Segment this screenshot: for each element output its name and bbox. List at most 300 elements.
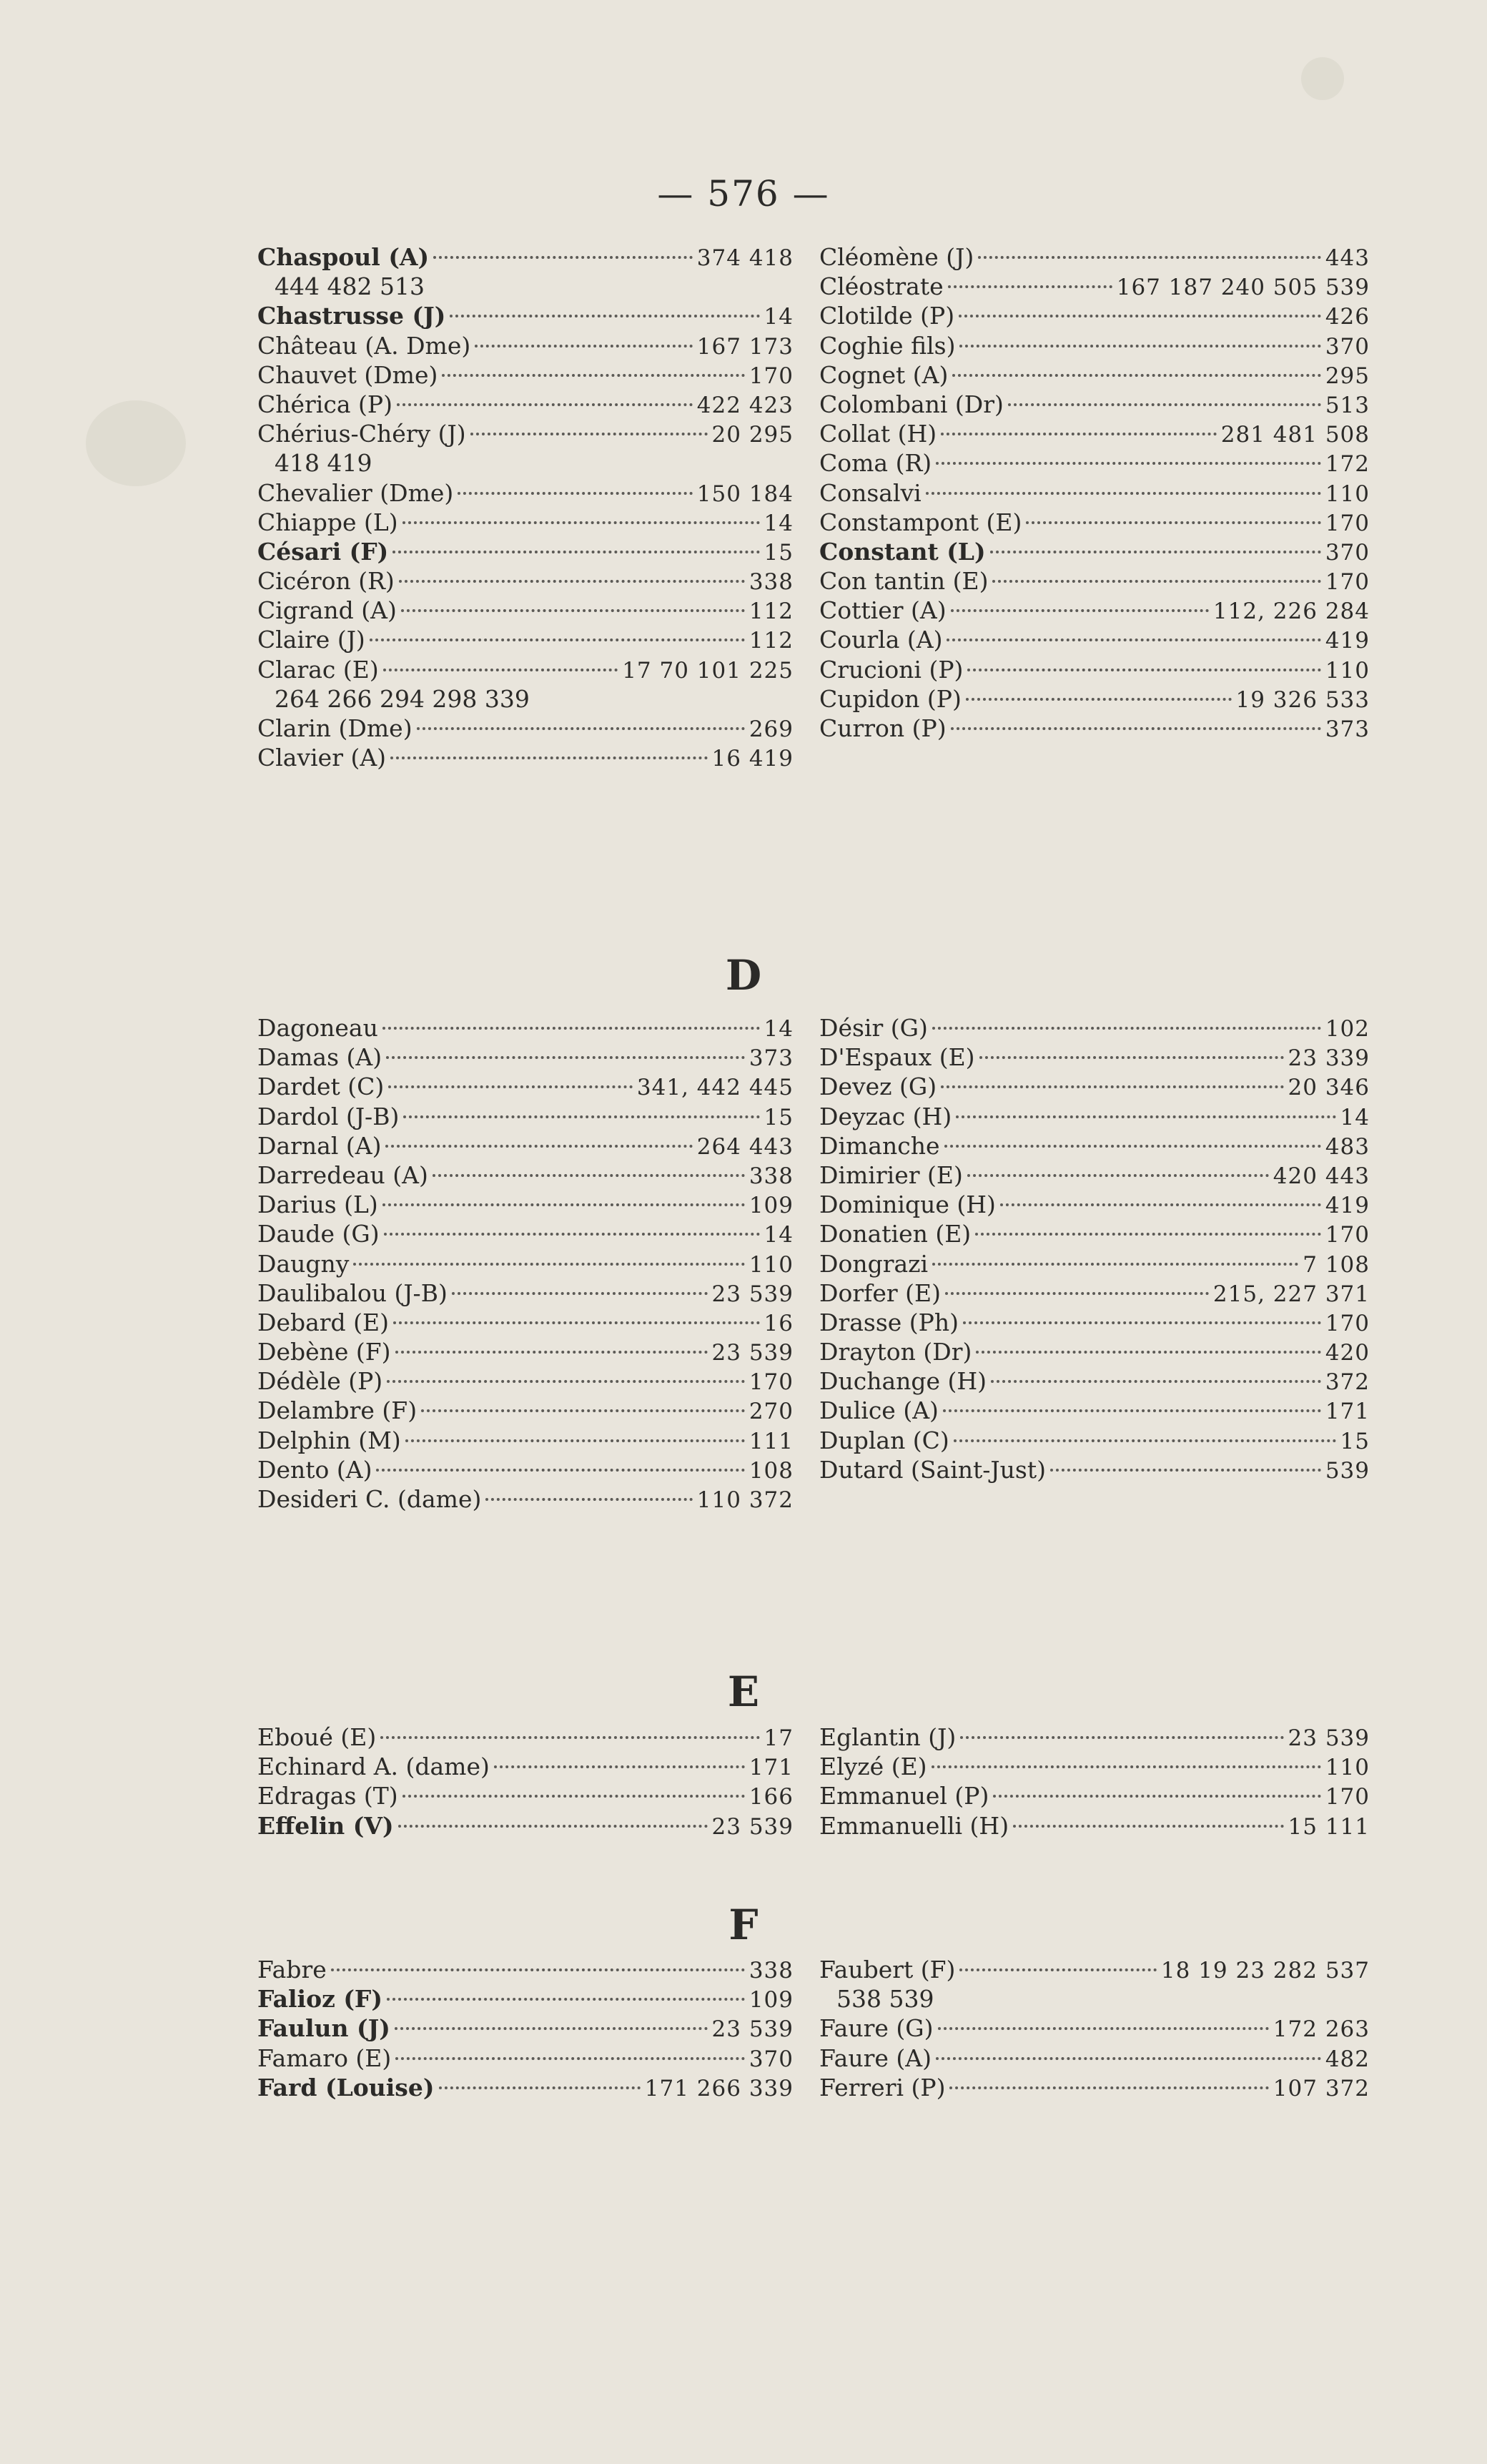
entry-page-refs: 16: [764, 1310, 794, 1336]
index-entry: [819, 2014, 1370, 2044]
leader-dots: [353, 1263, 744, 1266]
entry-page-refs: 110: [749, 1251, 794, 1278]
leader-dots: [380, 1736, 759, 1739]
entry-page-refs: 539: [1325, 1457, 1370, 1484]
entry-page-refs: 215, 227 371: [1212, 1281, 1370, 1307]
entry-name: Elyzé (E): [819, 1753, 927, 1781]
entry-page-refs: 150 184: [696, 481, 794, 507]
entry-page-refs: 15: [764, 539, 794, 566]
entry-name: Fabre: [257, 1956, 327, 1983]
entry-page-refs: 338: [749, 569, 794, 596]
section-e-right-column: [819, 1723, 1370, 1841]
entry-page-refs: 426: [1325, 304, 1370, 330]
leader-dots: [439, 2086, 641, 2089]
entry-page-refs: 23 539: [711, 1340, 794, 1366]
index-entry: [819, 449, 1370, 478]
entry-name: Echinard A. (dame): [257, 1753, 490, 1781]
index-entry: [819, 1338, 1370, 1367]
entry-name: Dutard (Saint-Just): [819, 1455, 1046, 1484]
entry-name: 538 539: [836, 1985, 934, 2014]
entry-page-refs: 171: [749, 1755, 794, 1781]
index-entry: [257, 626, 794, 655]
entry-page-refs: 420: [1325, 1340, 1370, 1366]
entry-name: Chérica (P): [257, 390, 392, 418]
leader-dots: [382, 1203, 745, 1206]
index-entry: [819, 479, 1370, 508]
entry-page-refs: 108: [749, 1457, 794, 1484]
index-entry: [819, 1426, 1370, 1456]
index-entry: [257, 1812, 794, 1841]
leader-dots: [947, 639, 1320, 641]
index-entry: [257, 656, 794, 685]
entry-page-refs: 172: [1325, 451, 1370, 478]
leader-dots: [936, 2057, 1321, 2060]
entry-page-refs: 482: [1325, 2046, 1370, 2072]
entry-name: Dento (A): [257, 1455, 372, 1484]
entry-name: Clotilde (P): [819, 302, 955, 330]
paper-stain: [1301, 57, 1344, 100]
leader-dots: [433, 1174, 745, 1177]
index-entry: [257, 1782, 794, 1811]
leader-dots: [959, 345, 1320, 348]
entry-page-refs: 109: [749, 1193, 794, 1219]
index-entry: [257, 1043, 794, 1073]
index-entry: [819, 1309, 1370, 1338]
entry-page-refs: 14: [764, 510, 794, 536]
entry-name: Faulun (J): [257, 2014, 390, 2043]
entry-name: Darius (L): [257, 1191, 378, 1219]
section-letter-e: E: [727, 1667, 760, 1716]
entry-name: Chauvet (Dme): [257, 360, 438, 389]
leader-dots: [331, 1968, 745, 1971]
entry-name: Cléostrate: [819, 272, 944, 301]
entry-page-refs: 16 419: [711, 746, 794, 772]
entry-page-refs: 171: [1325, 1399, 1370, 1425]
entry-name: Donatien (E): [819, 1220, 972, 1248]
index-entry: [819, 1043, 1370, 1073]
leader-dots: [405, 1439, 745, 1442]
leader-dots: [951, 609, 1209, 612]
section-letter-d: D: [725, 951, 762, 1000]
index-entry: [257, 1073, 794, 1102]
section-f-left-column: [257, 1956, 794, 2103]
index-entry: [819, 1456, 1370, 1485]
index-entry: [257, 2044, 794, 2074]
entry-name: Fard (Louise): [257, 2073, 435, 2101]
leader-dots: [386, 1056, 745, 1059]
entry-page-refs: 15 111: [1288, 1813, 1370, 1840]
entry-page-refs: 170: [1325, 569, 1370, 596]
leader-dots: [458, 492, 693, 495]
index-entry: [819, 714, 1370, 744]
entry-name: Coma (R): [819, 449, 932, 478]
entry-name: Darnal (A): [257, 1131, 382, 1160]
index-entry: [819, 1782, 1370, 1811]
leader-dots: [992, 580, 1320, 583]
entry-page-refs: 171 266 339: [644, 2075, 794, 2101]
entry-page-refs: 111: [749, 1428, 794, 1454]
index-entry: [819, 1723, 1370, 1753]
entry-name: Clarac (E): [257, 655, 379, 684]
entry-name: Chiappe (L): [257, 508, 398, 536]
leader-dots: [1050, 1469, 1321, 1472]
entry-name: Claire (J): [257, 626, 365, 654]
section-f-right-column: [819, 1956, 1370, 2103]
entry-name: Cupidon (P): [819, 684, 962, 713]
entry-name: Debard (E): [257, 1308, 390, 1336]
leader-dots: [978, 256, 1321, 259]
leader-dots: [387, 1380, 745, 1383]
index-entry: [257, 332, 794, 361]
index-entry: [819, 272, 1370, 302]
entry-page-refs: 170: [749, 363, 794, 389]
entry-page-refs: 102: [1325, 1016, 1370, 1042]
entry-name: Eglantin (J): [819, 1723, 957, 1751]
leader-dots: [393, 1321, 760, 1324]
index-entry: [819, 1220, 1370, 1249]
entry-page-refs: 18 19 23 282 537: [1160, 1958, 1370, 1983]
entry-page-refs: 107 372: [1273, 2075, 1370, 2101]
index-entry: [819, 243, 1370, 272]
paper-stain: [86, 400, 186, 486]
leader-dots: [1026, 521, 1320, 524]
leader-dots: [399, 580, 745, 583]
entry-name: Debène (F): [257, 1338, 391, 1366]
leader-dots: [494, 1765, 745, 1768]
index-entry: [257, 508, 794, 538]
entry-name: Dédèle (P): [257, 1367, 383, 1396]
index-entry: [257, 1191, 794, 1220]
leader-dots: [975, 1233, 1321, 1236]
index-entry: [819, 1014, 1370, 1043]
index-entry: [257, 243, 794, 272]
index-entry: [819, 1191, 1370, 1220]
entry-page-refs: 110: [1325, 1755, 1370, 1781]
entry-name: Faure (A): [819, 2044, 932, 2072]
entry-page-refs: 170: [1325, 1784, 1370, 1810]
leader-dots: [385, 1145, 692, 1148]
entry-page-refs: 110 372: [696, 1487, 794, 1513]
leader-dots: [952, 374, 1320, 377]
index-entry: [819, 361, 1370, 390]
entry-page-refs: 269: [749, 716, 794, 742]
entry-name: Duchange (H): [819, 1367, 987, 1396]
entry-page-refs: 110: [1325, 657, 1370, 684]
index-entry: [819, 390, 1370, 420]
entry-name: Chevalier (Dme): [257, 478, 454, 507]
index-entry: [819, 1367, 1370, 1396]
index-entry: [819, 508, 1370, 538]
leader-dots: [433, 256, 693, 259]
index-entry: [257, 596, 794, 626]
entry-page-refs: 373: [1325, 716, 1370, 742]
entry-page-refs: 23 539: [711, 2016, 794, 2043]
entry-page-refs: 170: [1325, 510, 1370, 536]
entry-page-refs: 270: [749, 1399, 794, 1425]
section-c-left-column: [257, 243, 794, 773]
entry-name: Dimirier (E): [819, 1160, 963, 1189]
index-entry: [819, 2074, 1370, 2103]
leader-dots: [932, 1027, 1321, 1030]
leader-dots: [1008, 403, 1321, 406]
entry-name: 444 482 513: [275, 272, 425, 301]
entry-name: Ferreri (P): [819, 2073, 946, 2101]
leader-dots: [470, 433, 708, 435]
index-entry: [819, 420, 1370, 449]
leader-dots: [442, 374, 744, 377]
index-entry: [257, 2074, 794, 2103]
leader-dots: [395, 2057, 745, 2060]
leader-dots: [963, 1321, 1321, 1324]
leader-dots: [926, 492, 1321, 495]
entry-page-refs: 14: [1340, 1104, 1370, 1130]
index-entry-continuation: [257, 685, 794, 714]
leader-dots: [949, 2086, 1268, 2089]
entry-name: Faure (G): [819, 2014, 934, 2043]
leader-dots: [956, 1115, 1335, 1118]
entry-name: Cicéron (R): [257, 567, 395, 596]
leader-dots: [1013, 1825, 1283, 1828]
index-entry: [257, 1132, 794, 1161]
leader-dots: [967, 1174, 1269, 1177]
index-entry: [257, 744, 794, 773]
leader-dots: [397, 403, 693, 406]
leader-dots: [938, 2027, 1269, 2030]
section-d-left-column: [257, 1014, 794, 1514]
entry-name: Daulibalou (J-B): [257, 1278, 448, 1307]
index-entry: [257, 1426, 794, 1456]
leader-dots: [485, 1498, 692, 1501]
index-entry: [819, 1956, 1370, 1985]
index-entry: [257, 2014, 794, 2044]
entry-name: Constant (L): [819, 537, 986, 566]
entry-page-refs: 14: [764, 1222, 794, 1248]
index-entry: [819, 1132, 1370, 1161]
index-entry: [819, 626, 1370, 655]
entry-name: Effelin (V): [257, 1811, 394, 1840]
leader-dots: [401, 609, 745, 612]
section-letter-f: F: [728, 1901, 759, 1949]
entry-page-refs: 17 70 101 225: [622, 657, 794, 684]
index-entry: [257, 479, 794, 508]
entry-page-refs: 170: [749, 1369, 794, 1396]
entry-page-refs: 20 346: [1288, 1075, 1370, 1101]
leader-dots: [966, 698, 1232, 701]
entry-page-refs: 17: [764, 1725, 794, 1751]
index-entry: [257, 1367, 794, 1396]
leader-dots: [943, 1409, 1321, 1412]
leader-dots: [959, 1968, 1156, 1971]
entry-name: Damas (A): [257, 1043, 382, 1072]
leader-dots: [945, 1292, 1209, 1295]
leader-dots: [475, 345, 693, 348]
index-entry-continuation: [257, 272, 794, 302]
index-entry: [819, 2044, 1370, 2074]
entry-name: Devez (G): [819, 1073, 937, 1101]
leader-dots: [395, 1351, 708, 1354]
entry-name: Coghie fils): [819, 331, 956, 360]
index-entry: [257, 1485, 794, 1514]
entry-page-refs: 370: [1325, 333, 1370, 360]
entry-name: Daugny: [257, 1249, 350, 1278]
leader-dots: [395, 2027, 708, 2030]
entry-page-refs: 420 443: [1273, 1163, 1370, 1189]
entry-name: Falioz (F): [257, 1985, 382, 2014]
entry-name: Consalvi: [819, 478, 922, 507]
leader-dots: [388, 1085, 633, 1088]
entry-page-refs: 112, 226 284: [1212, 598, 1370, 625]
index-entry: [257, 1753, 794, 1782]
leader-dots: [403, 1115, 759, 1118]
index-entry: [257, 538, 794, 567]
entry-page-refs: 112: [749, 598, 794, 625]
index-entry: [819, 1396, 1370, 1426]
leader-dots: [383, 669, 618, 671]
entry-page-refs: 23 339: [1288, 1045, 1370, 1072]
entry-name: Dongrazi: [819, 1249, 929, 1278]
section-e-left-column: [257, 1723, 794, 1841]
entry-name: Dulice (A): [819, 1396, 939, 1425]
index-entry: [257, 420, 794, 449]
page-number: — 576 —: [657, 173, 830, 215]
leader-dots: [954, 1439, 1336, 1442]
entry-name: Delambre (F): [257, 1396, 418, 1425]
index-entry: [819, 685, 1370, 714]
leader-dots: [936, 462, 1321, 465]
index-entry: [257, 1956, 794, 1985]
index-entry: [257, 1014, 794, 1043]
leader-dots: [991, 1380, 1321, 1383]
entry-name: Constampont (E): [819, 508, 1022, 536]
leader-dots: [990, 551, 1321, 553]
index-entry: [257, 302, 794, 331]
leader-dots: [941, 1085, 1283, 1088]
entry-page-refs: 167 187 240 505 539: [1116, 275, 1370, 301]
index-entry: [257, 1985, 794, 2014]
entry-name: Château (A. Dme): [257, 331, 471, 360]
index-entry: [257, 1103, 794, 1132]
entry-page-refs: 14: [764, 1016, 794, 1042]
entry-name: Dardol (J-B): [257, 1102, 400, 1130]
leader-dots: [450, 315, 759, 317]
entry-name: Drasse (Ph): [819, 1308, 959, 1336]
entry-page-refs: 370: [1325, 539, 1370, 566]
leader-dots: [370, 639, 745, 641]
index-entry: [257, 1279, 794, 1309]
leader-dots: [941, 433, 1217, 435]
entry-name: 418 419: [275, 449, 372, 478]
entry-name: Faubert (F): [819, 1956, 956, 1983]
leader-dots: [417, 727, 745, 730]
entry-page-refs: 281 481 508: [1220, 422, 1370, 448]
index-entry: [819, 596, 1370, 626]
leader-dots: [402, 1795, 745, 1798]
entry-page-refs: 7 108: [1303, 1251, 1370, 1278]
entry-name: Daude (G): [257, 1220, 380, 1248]
entry-name: Chaspoul (A): [257, 243, 430, 271]
leader-dots: [948, 285, 1112, 288]
entry-page-refs: 20 295: [711, 422, 794, 448]
index-entry: [257, 1250, 794, 1279]
entry-name: Collat (H): [819, 420, 937, 448]
entry-page-refs: 166: [749, 1784, 794, 1810]
index-entry: [819, 332, 1370, 361]
entry-page-refs: 23 539: [711, 1813, 794, 1840]
leader-dots: [959, 315, 1321, 317]
leader-dots: [402, 521, 760, 524]
index-entry: [257, 1456, 794, 1485]
leader-dots: [376, 1469, 744, 1472]
entry-page-refs: 167 173: [696, 333, 794, 360]
leader-dots: [398, 1825, 708, 1828]
entry-page-refs: 23 539: [711, 1281, 794, 1307]
entry-page-refs: 483: [1325, 1133, 1370, 1160]
entry-name: Emmanuel (P): [819, 1782, 989, 1810]
leader-dots: [993, 1795, 1320, 1798]
index-entry: [819, 1250, 1370, 1279]
entry-page-refs: 443: [1325, 245, 1370, 271]
index-entry: [257, 361, 794, 390]
entry-name: Con tantin (E): [819, 567, 989, 596]
index-entry: [819, 538, 1370, 567]
entry-page-refs: 374 418: [696, 245, 794, 271]
leader-dots: [1000, 1203, 1321, 1206]
entry-page-refs: 338: [749, 1163, 794, 1189]
entry-name: Edragas (T): [257, 1782, 398, 1810]
entry-page-refs: 170: [1325, 1222, 1370, 1248]
entry-name: Chérius-Chéry (J): [257, 420, 466, 448]
index-entry: [819, 1161, 1370, 1191]
entry-page-refs: 419: [1325, 1193, 1370, 1219]
leader-dots: [932, 1765, 1321, 1768]
entry-name: Courla (A): [819, 626, 943, 654]
leader-dots: [976, 1351, 1320, 1354]
entry-name: Césari (F): [257, 537, 389, 566]
index-entry: [257, 1161, 794, 1191]
leader-dots: [951, 727, 1321, 730]
entry-name: Eboué (E): [257, 1723, 377, 1751]
entry-page-refs: 170: [1325, 1310, 1370, 1336]
entry-name: Cléomène (J): [819, 243, 974, 271]
index-entry: [257, 1338, 794, 1367]
index-entry: [257, 1309, 794, 1338]
index-entry: [257, 567, 794, 596]
leader-dots: [387, 1998, 745, 2001]
entry-page-refs: 373: [749, 1045, 794, 1072]
index-entry: [257, 1723, 794, 1753]
index-entry-continuation: [257, 449, 794, 478]
entry-name: Désir (G): [819, 1014, 928, 1042]
entry-name: Cottier (A): [819, 596, 947, 625]
entry-name: Desideri C. (dame): [257, 1485, 482, 1513]
entry-name: Dorfer (E): [819, 1278, 941, 1307]
entry-page-refs: 338: [749, 1958, 794, 1983]
index-entry: [819, 567, 1370, 596]
leader-dots: [960, 1736, 1283, 1739]
entry-page-refs: 110: [1325, 481, 1370, 507]
entry-name: Dimanche: [819, 1131, 940, 1160]
leader-dots: [382, 1027, 760, 1030]
entry-name: Clavier (A): [257, 744, 387, 772]
index-entry: [819, 1812, 1370, 1841]
entry-page-refs: 15: [764, 1104, 794, 1130]
entry-page-refs: 172 263: [1273, 2016, 1370, 2043]
index-entry: [819, 1103, 1370, 1132]
entry-name: Cigrand (A): [257, 596, 397, 625]
entry-page-refs: 372: [1325, 1369, 1370, 1396]
entry-name: Darredeau (A): [257, 1160, 428, 1189]
leader-dots: [932, 1263, 1298, 1266]
